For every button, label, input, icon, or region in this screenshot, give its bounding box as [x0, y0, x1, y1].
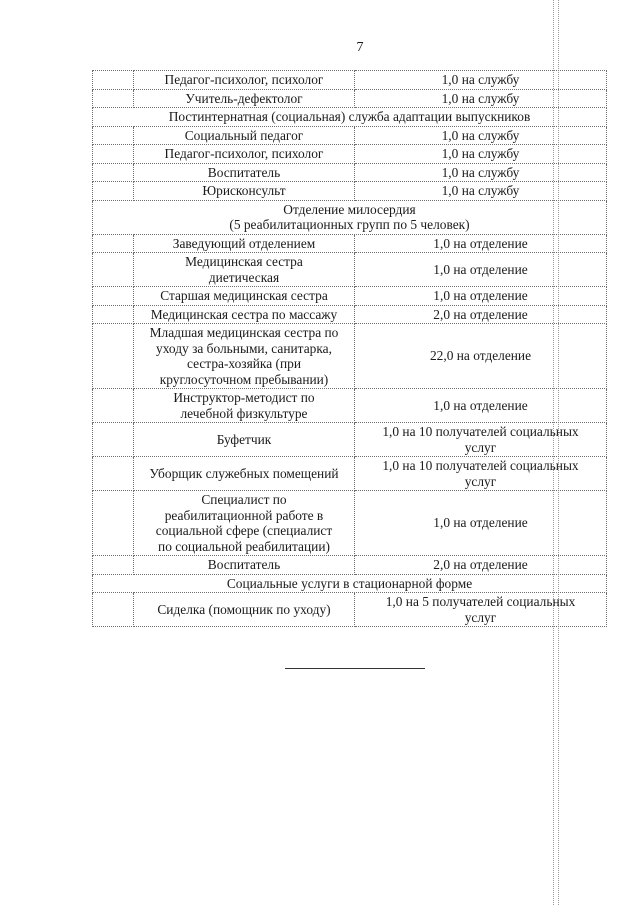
section-header-row [93, 108, 607, 127]
position-name: Юрисконсульт [134, 182, 355, 201]
staff-rate: 1,0 на службу [355, 163, 607, 182]
position-name: Медицинская сестра диетическая [134, 253, 355, 287]
row-number-cell [93, 556, 134, 575]
staff-rate: 22,0 на отделение [355, 324, 607, 389]
table-row [93, 253, 607, 287]
row-number-cell [93, 182, 134, 201]
staff-rate: 1,0 на службу [355, 126, 607, 145]
table-row [93, 324, 607, 389]
row-number-cell [93, 253, 134, 287]
position-name: Сиделка (помощник по уходу) [134, 593, 355, 627]
position-name: Младшая медицинская сестра по уходу за больными, санитарка, сестра-хозяйка (при круглосуточном пребывании) [134, 324, 355, 389]
position-name: Буфетчик [134, 423, 355, 457]
row-number-cell [93, 145, 134, 164]
row-number-cell [93, 89, 134, 108]
staff-rate: 1,0 на 10 получателей социальных услуг [355, 457, 607, 491]
staffing-table-body [93, 71, 607, 627]
section-header-row [93, 574, 607, 593]
table-row [93, 287, 607, 306]
position-name: Заведующий отделением [134, 234, 355, 253]
position-name: Педагог-психолог, психолог [134, 145, 355, 164]
row-number-cell [93, 457, 134, 491]
table-row [93, 593, 607, 627]
row-number-cell [93, 71, 134, 90]
row-number-cell [93, 593, 134, 627]
position-name: Социальный педагог [134, 126, 355, 145]
table-row [93, 89, 607, 108]
position-name: Учитель-дефектолог [134, 89, 355, 108]
table-row [93, 556, 607, 575]
staff-rate: 2,0 на отделение [355, 305, 607, 324]
row-number-cell [93, 305, 134, 324]
position-name: Инструктор-методист по лечебной физкультуре [134, 389, 355, 423]
staff-rate: 2,0 на отделение [355, 556, 607, 575]
row-number-cell [93, 491, 134, 556]
table-row [93, 457, 607, 491]
row-number-cell [93, 324, 134, 389]
staff-rate: 1,0 на отделение [355, 253, 607, 287]
table-row [93, 126, 607, 145]
position-name: Специалист по реабилитационной работе в социальной сфере (специалист по социальной реабилитации) [134, 491, 355, 556]
row-number-cell [93, 163, 134, 182]
table-row [93, 423, 607, 457]
section-title: Отделение милосердия (5 реабилитационных групп по 5 человек) [93, 200, 607, 234]
row-number-cell [93, 389, 134, 423]
row-number-cell [93, 423, 134, 457]
staff-rate: 1,0 на отделение [355, 389, 607, 423]
section-title: Постинтернатная (социальная) служба адаптации выпускников [93, 108, 607, 127]
staffing-table [92, 70, 607, 627]
staff-rate: 1,0 на отделение [355, 234, 607, 253]
table-row [93, 491, 607, 556]
page-number: 7 [356, 40, 364, 55]
staff-rate: 1,0 на отделение [355, 287, 607, 306]
staff-rate: 1,0 на 5 получателей социальных услуг [355, 593, 607, 627]
row-number-cell [93, 287, 134, 306]
position-name: Педагог-психолог, психолог [134, 71, 355, 90]
table-row [93, 145, 607, 164]
table-row [93, 71, 607, 90]
position-name: Уборщик служебных помещений [134, 457, 355, 491]
staff-rate: 1,0 на службу [355, 145, 607, 164]
section-header-row [93, 200, 607, 234]
table-row [93, 182, 607, 201]
closing-line [285, 668, 425, 669]
staff-rate: 1,0 на службу [355, 71, 607, 90]
staff-rate: 1,0 на 10 получателей социальных услуг [355, 423, 607, 457]
position-name: Воспитатель [134, 163, 355, 182]
position-name: Воспитатель [134, 556, 355, 575]
table-row [93, 234, 607, 253]
position-name: Медицинская сестра по массажу [134, 305, 355, 324]
section-title: Социальные услуги в стационарной форме [93, 574, 607, 593]
row-number-cell [93, 234, 134, 253]
staff-rate: 1,0 на службу [355, 89, 607, 108]
position-name: Старшая медицинская сестра [134, 287, 355, 306]
table-row [93, 163, 607, 182]
table-row [93, 389, 607, 423]
row-number-cell [93, 126, 134, 145]
staff-rate: 1,0 на отделение [355, 491, 607, 556]
table-row [93, 305, 607, 324]
staff-rate: 1,0 на службу [355, 182, 607, 201]
